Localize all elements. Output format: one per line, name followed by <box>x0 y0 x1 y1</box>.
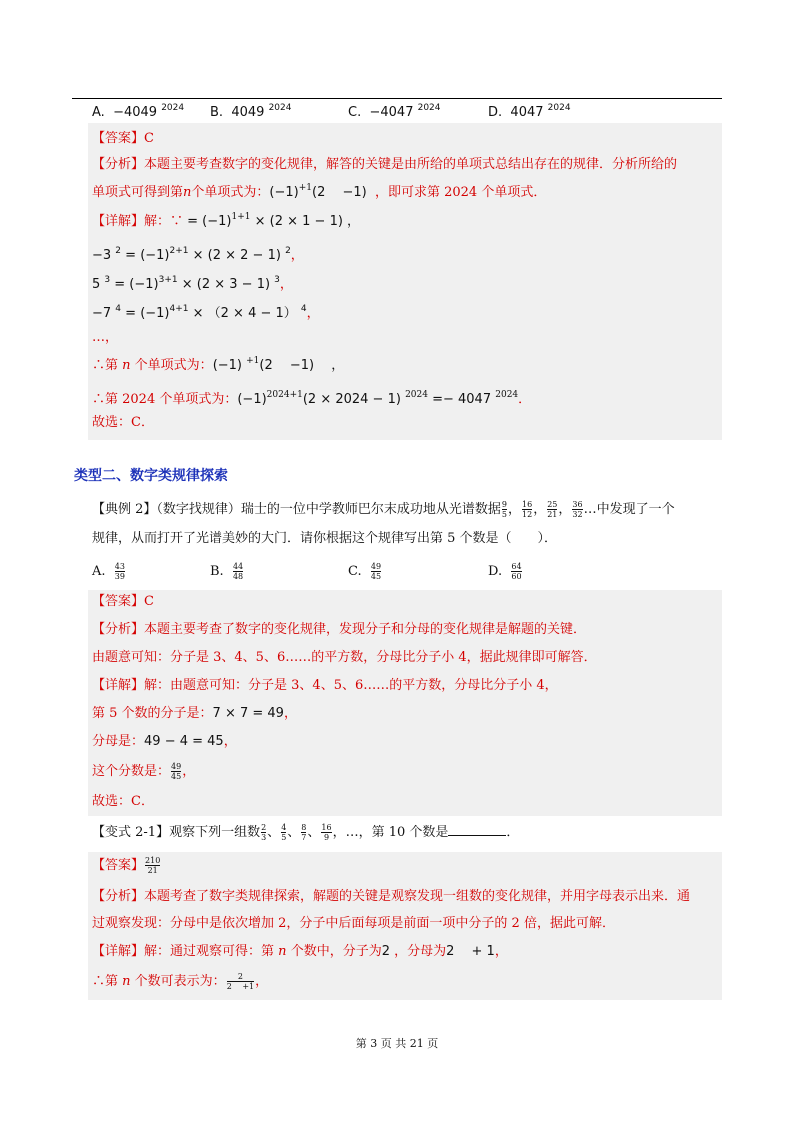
ex2-choose-line: 故选：C． <box>92 794 154 809</box>
analysis-line-2: 单项式可得到第n个单项式为：$(-1)^{+1}(2$ −1) ，即可求第 2024 个单项式． <box>92 183 547 200</box>
ex2-detail-line4: 这个分数是： $\frac{49}{45}$ ， <box>92 762 196 781</box>
ex2-analysis-line2: 由题意可知：分子是 3、4、5、6……的平方数，分母比分子小 4，据此规律即可解答． <box>92 650 597 665</box>
var21-analysis-line1: 【分析】本题考查了数字类规律探索，解题的关键是观察发现一组数的变化规律，并用字母表示出来．通 <box>92 889 691 904</box>
option-b: B. 4049 $^{2024}$ <box>210 103 292 120</box>
detail-line-3: 5 $^3 = (-1)^{3+1} \times (2 \times 3 - 1)$ $^3$， <box>92 275 293 292</box>
example2-question-line2: 规律，从而打开了光谱美妙的大门．请你根据这个规律写出第 5 个数是（ ）． <box>92 531 558 546</box>
ex2-analysis-line1: 【分析】本题主要考查了数字的变化规律，发现分子和分母的变化规律是解题的关键． <box>92 622 587 637</box>
detail-line-2: −3 $^2 = (-1)^{2+1} \times (2 \times 2 - 1)$ $^2$， <box>92 246 304 263</box>
analysis-line-1: 【分析】本题主要考查数字的变化规律，解答的关键是由所给的单项式总结出存在的规律．分析所给的 <box>92 157 678 172</box>
detail-line-4: −7 $^4 = (-1)^{4+1} \times (2 \times 4 - 1)$ $^4$， <box>92 304 320 321</box>
ex2-answer-line: 【答案】C <box>92 594 154 609</box>
answer-line-1: 【答案】C <box>92 131 154 146</box>
ex2-option-c: C. $\frac{49}{45}$ <box>348 562 382 581</box>
ex2-option-a: A. $\frac{43}{39}$ <box>92 562 125 581</box>
detail-line-1: 【详解】解：∵ = $(-1)^{1+1} \times (2 \times 1 - 1)$ ， <box>92 212 361 229</box>
option-a: A. −4049 $^{2024}$ <box>92 103 185 120</box>
choose-line-1: 故选：C． <box>92 415 154 430</box>
var21-analysis-line2: 过观察发现：分母中是依次增加 2，分子中后面每项是前面一项中分子的 2 倍，据此可解． <box>92 916 615 931</box>
detail-line-7: ∴第 2024 个单项式为：$(-1)^{2024+1}(2 \times 2024 - 1) ^{2024} =- 4047$ $^{2024}$． <box>92 390 532 407</box>
option-c: C. −4047 $^{2024}$ <box>348 103 441 120</box>
var21-answer-line: 【答案】 $\frac{210}{21}$ <box>92 856 161 875</box>
option-d: D. 4047 $^{2024}$ <box>488 103 571 120</box>
answer-blank <box>448 825 506 836</box>
detail-line-5: …， <box>92 330 119 345</box>
section-heading: 类型二、数字类规律探索 <box>74 468 228 484</box>
ex2-detail-line1: 【详解】解：由题意可知：分子是 3、4、5、6……的平方数，分母比分子小 4， <box>92 678 558 693</box>
var21-detail-line1: 【详解】解：通过观察可得：第 n 个数中，分子为2 ，分母为2 + 1， <box>92 944 508 959</box>
var21-detail-line2: ∴第 n 个数可表示为： $\frac{2}{2 +1}$ ， <box>92 972 269 991</box>
detail-line-6: ∴第 n 个单项式为：(−1) $^{+1}$(2 −1) ， <box>92 356 345 373</box>
ex2-detail-line2: 第 5 个数的分子是：7 × 7 = 49， <box>92 706 297 721</box>
variant21-question: 【变式 2-1】观察下列一组数 $\frac{2}{3}$ 、 $\frac{4}{5}$ 、 $\frac{8}{7}$ 、 $\frac{16}{9}$ ，…，第 10 个数是 ． <box>92 823 520 842</box>
page-footer: 第 3 页 共 21 页 <box>355 1037 439 1050</box>
example2-question-line1: 【典例 2】（数字找规律）瑞士的一位中学教师巴尔末成功地从光谱数据 $\frac{9}{5}$ ， $\frac{16}{12}$ ， $\frac{25}{21}$ ， $\frac{36}{32}$ …中发现了一个 <box>92 500 675 519</box>
ex2-option-d: D. $\frac{64}{60}$ <box>488 562 522 581</box>
ex2-option-b: B. $\frac{44}{48}$ <box>210 562 244 581</box>
header-rule <box>72 98 722 99</box>
ex2-detail-line3: 分母是：49 − 4 = 45， <box>92 734 237 749</box>
